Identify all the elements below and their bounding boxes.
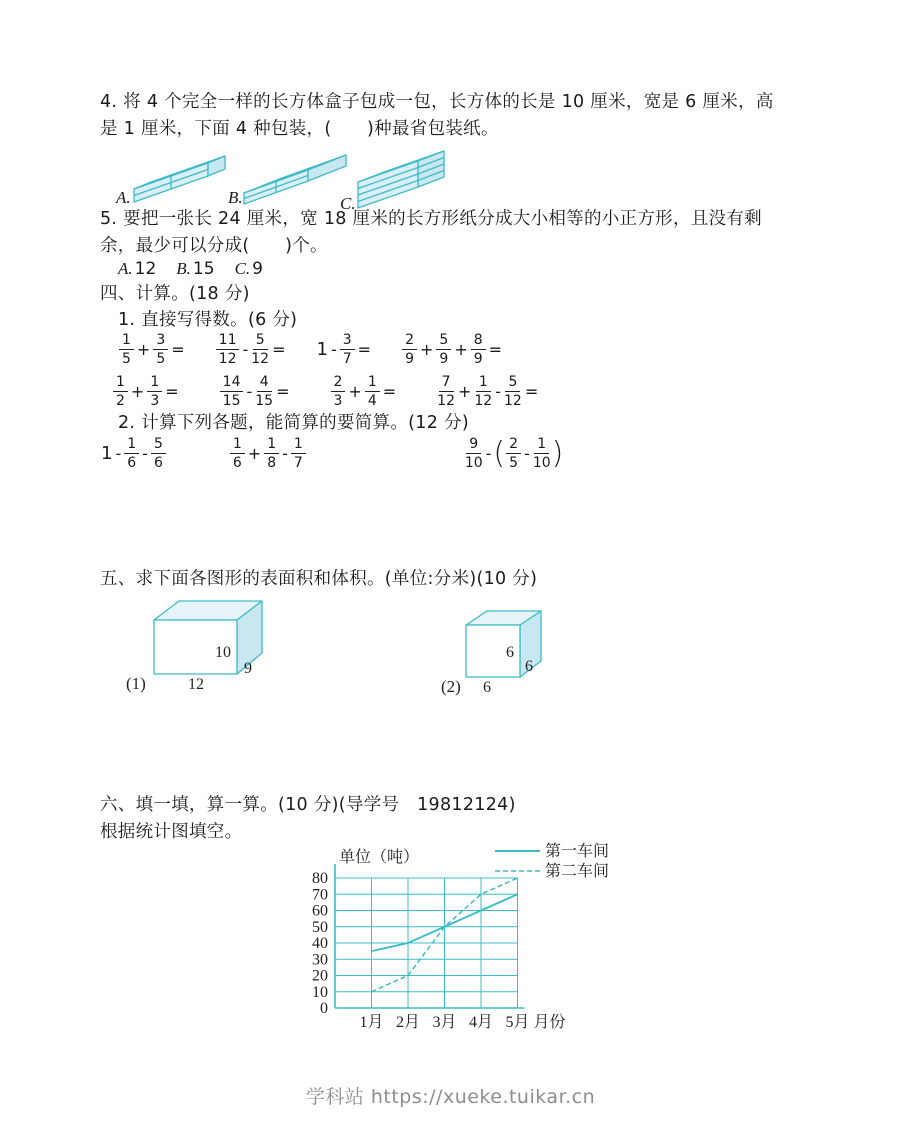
section-5-heading: 五、求下面各图形的表面积和体积。(单位:分米)(10 分) [100,569,538,589]
cube-figure-2 [438,608,553,700]
calc-instruction-2: 2. 计算下列各题，能简算的要简算。(12 分) [118,413,469,433]
y-tick-label: 20 [312,967,328,985]
x-tick-label: 1月 [359,1014,384,1031]
expression-2-3: $\frac{2}{3}$ + $\frac{1}{4}$ = [330,375,399,408]
fig2-height-label: 6 [506,644,514,661]
legend-label: 第一车间 [545,843,610,860]
packaging-option-c [338,144,448,214]
question-5-answer-options [118,259,263,279]
fig1-depth-label: 9 [244,660,252,677]
production-line-chart [293,838,638,1050]
chart-instruction: 根据统计图填空。 [100,822,243,842]
y-tick-label: 0 [320,1000,328,1017]
y-tick-label: 10 [312,983,328,1001]
x-tick-label: 4月 [468,1014,494,1031]
answer-option-c: C. 9 [234,259,263,279]
question-4-line-1: 4. 将 4 个完全一样的长方体盒子包成一包，长方体的长是 10 厘米，宽是 6 厘米，高 [100,92,774,112]
legend-label: 第二车间 [545,863,610,880]
expression-1-2: $\frac{11}{12}$ - $\frac{5}{12}$ = [215,333,288,366]
answer-option-a: A. 12 [118,259,157,279]
expression-2-2: $\frac{14}{15}$ - $\frac{4}{15}$ = [219,375,292,408]
y-tick-label: 50 [312,918,328,936]
fig1-length-label: 12 [188,676,204,693]
question-5-line-1: 5. 要把一张长 24 厘米，宽 18 厘米的长方形纸分成大小相等的小正方形，且没有剩 [100,209,762,229]
calc-row-3 [100,437,563,470]
calc-instruction-1: 1. 直接写得数。(6 分) [118,310,298,330]
packaging-option-a [114,142,228,208]
fig1-height-label: 10 [215,644,231,661]
y-tick-label: 80 [312,870,328,887]
calc-row-1 [118,333,504,366]
x-tick-label: 2月 [395,1014,421,1031]
fig2-length-label: 6 [483,679,491,696]
expression-3-2: $\frac{1}{6}$ + $\frac{1}{8}$ - $\frac{1}{7}$ [229,437,307,470]
calc-row-2 [112,375,540,408]
y-tick-label: 40 [312,935,328,952]
cuboid-figure-1 [122,594,272,696]
expression-1-3: 1 - $\frac{3}{7}$ = [316,332,372,367]
x-axis-title: 月份 [533,1014,566,1031]
option-c-letter: C. [340,194,356,213]
packaging-option-b [226,146,346,208]
fig2-depth-label: 6 [525,658,533,675]
y-axis-unit-label: 单位（吨） [339,849,420,866]
answer-option-b: B. 15 [176,259,215,279]
x-tick-label: 5月 [505,1014,530,1031]
box-diagram-b [234,146,352,210]
option-b-letter: B. [228,188,243,207]
expression-1-1: $\frac{1}{5}$ + $\frac{3}{5}$ = [118,333,187,366]
option-a-letter: A. [116,188,131,207]
expression-2-4: $\frac{7}{12}$ + $\frac{1}{12}$ - $\frac{5}{12}$ = [437,374,539,409]
y-tick-label: 70 [312,886,328,904]
box-diagram-c [346,144,454,214]
section-4-heading: 四、计算。(18 分) [100,284,250,304]
site-watermark: 学科站 https://xueke.tuikar.cn [305,1086,596,1108]
y-tick-label: 60 [312,902,328,920]
x-tick-label: 3月 [432,1014,457,1031]
expression-3-3: $\frac{9}{10}$ - ( $\frac{2}{5}$ - $\frac{1}{10}$ ) [464,436,564,471]
question-5-line-2: 余，最少可以分成( )个。 [100,236,328,256]
fig2-number-label: (2) [441,677,461,696]
fig1-number-label: (1) [126,674,146,693]
expression-1-4: $\frac{2}{9}$ + $\frac{5}{9}$ + $\frac{8}{9}$ = [401,333,504,366]
y-tick-label: 30 [312,951,328,969]
expression-2-1: $\frac{1}{2}$ + $\frac{1}{3}$ = [112,375,181,408]
question-4-line-2: 是 1 厘米，下面 4 种包装，( )种最省包装纸。 [100,119,499,139]
section-6-heading: 六、填一填，算一算。(10 分)(导学号 19812124) [100,795,516,815]
box-diagram-a [122,142,234,208]
expression-3-1: 1 - $\frac{1}{6}$ - $\frac{5}{6}$ [100,437,167,470]
